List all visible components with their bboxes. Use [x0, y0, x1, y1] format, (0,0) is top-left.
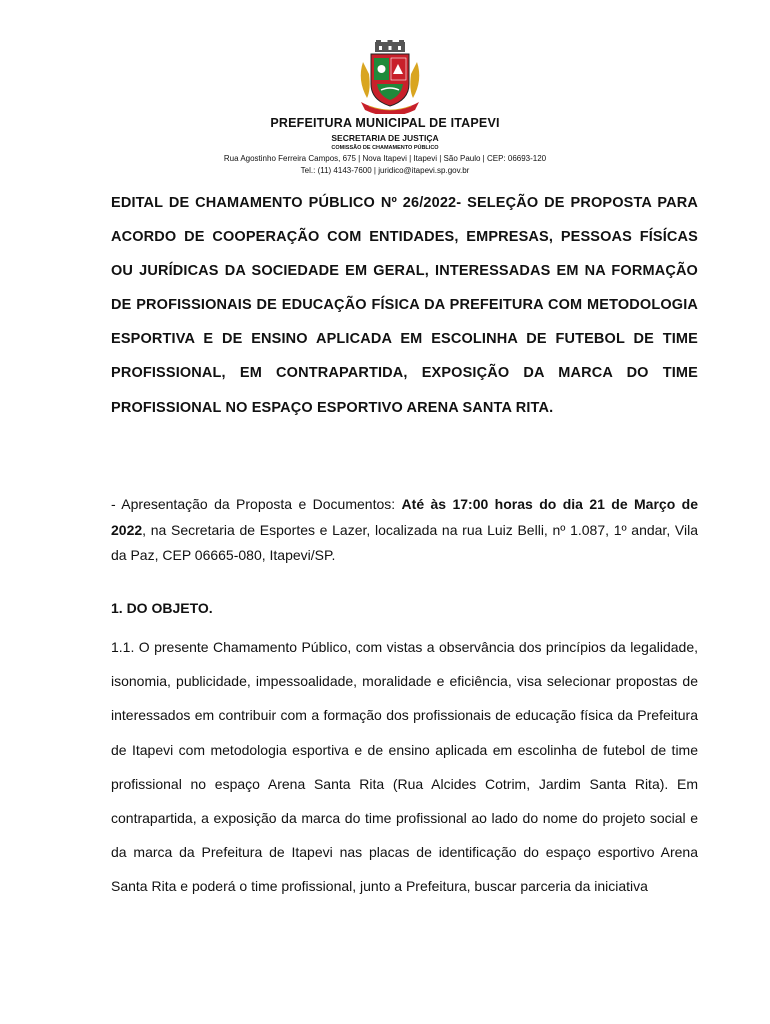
presentation-paragraph: [111, 492, 698, 569]
edital-title: EDITAL DE CHAMAMENTO PÚBLICO Nº 26/2022- SELEÇÃO DE PROPOSTA PARA ACORDO DE COOPERAÇÃO COM ENTIDADES, EMPRESAS, PESSOAS FÍSÍCAS OU JURÍDICAS DA SOCIEDADE EM GERAL, INTERESSADAS EM NA FORMAÇÃO DE PROFISSIONAIS DE EDUCAÇÃO FÍSICA DA PREFEITURA COM METODOLOGIA ESPORTIVA E DE ENSINO APLICADA EM ESCOLINHA DE FUTEBOL DE TIME PROFISSIONAL, EM CONTRAPARTIDA, EXPOSIÇÃO DA MARCA DO TIME PROFISSIONAL NO ESPAÇO ESPORTIVO ARENA SANTA RITA.: [111, 195, 698, 416]
presentation-lead: - Apresentação da Proposta e Documentos:: [111, 496, 402, 512]
commission-name: COMISSÃO DE CHAMAMENTO PÚBLICO: [331, 145, 439, 151]
header-contact: Tel.: (11) 4143-7600 | juridico@itapevi.sp.gov.br: [300, 166, 470, 175]
org-name: PREFEITURA MUNICIPAL DE ITAPEVI: [270, 116, 500, 130]
itapevi-coat-of-arms-icon: [355, 40, 425, 114]
header-address: Rua Agostinho Ferreira Campos, 675 | Nova Itapevi | Itapevi | São Paulo | CEP: 06693-120: [223, 154, 547, 163]
presentation-deadline: Até às 17:00 horas do dia 21 de Março de 2022: [111, 496, 698, 538]
secretariat-name: SECRETARIA DE JUSTIÇA: [331, 133, 439, 143]
presentation-location: , na Secretaria de Esportes e Lazer, localizada na rua Luiz Belli, nº 1.087, 1º andar, Vila da Paz, CEP 06665-080, Itapevi/SP.: [111, 521, 698, 563]
section-title-objeto: 1. DO OBJETO.: [111, 600, 213, 616]
paragraph-1-1: 1.1. O presente Chamamento Público, com vistas a observância dos princípios da legalidade, isonomia, publicidade, impessoalidade, moralidade e eficiência, visa selecionar propostas de interessados em contribuir com a formação dos profissionais de educação física da Prefeitura de Itapevi com metodologia esportiva e de ensino aplicada em escolinha de futebol de time profissional no espaço Arena Santa Rita (Rua Alcides Cotrim, Jardim Santa Rita). Em contrapartida, a exposição da marca do time profissional ao lado do nome do projeto social e da marca da Prefeitura de Itapevi nas placas de identificação do espaço esportivo Arena Santa Rita e poderá o time profissional, junto a Prefeitura, buscar parceria da iniciativa: [111, 639, 698, 895]
